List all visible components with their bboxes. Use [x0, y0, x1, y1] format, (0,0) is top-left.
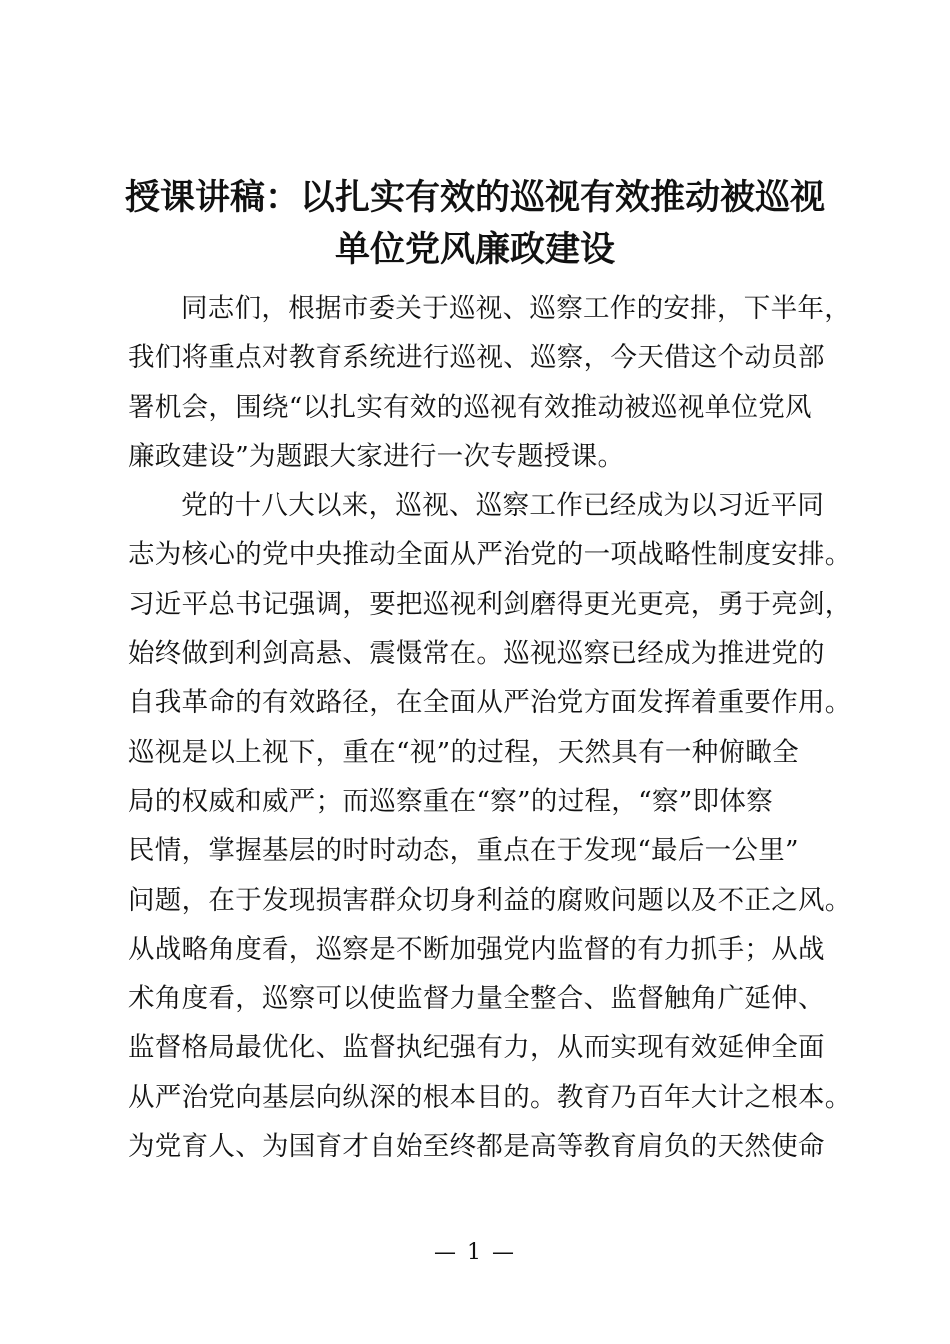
- text-line: 从严治党向基层向纵深的根本目的。教育乃百年大计之根本。: [128, 1081, 852, 1113]
- text-line: 党的十八大以来，巡视、巡察工作已经成为以习近平同: [181, 490, 825, 522]
- text-line: 术角度看，巡察可以使监督力量全整合、监督触角广延伸、: [128, 983, 825, 1015]
- text-line: 始终做到利剑高悬、震慑常在。巡视巡察已经成为推进党的: [128, 638, 825, 670]
- text-line: 同志们，根据市委关于巡视、巡察工作的安排，下半年，: [181, 293, 851, 324]
- text-line: 问题，在于发现损害群众切身利益的腐败问题以及不正之风。: [128, 884, 852, 916]
- document-title: [100, 172, 850, 276]
- text-line: 自我革命的有效路径，在全面从严治党方面发挥着重要作用。: [128, 687, 852, 719]
- paragraph-2: [128, 481, 852, 1171]
- paragraph-1: [128, 284, 851, 481]
- text-line: 从战略角度看，巡察是不断加强党内监督的有力抓手；从战: [128, 933, 825, 965]
- text-line: 廉政建设”为题跟大家进行一次专题授课。: [128, 440, 625, 472]
- document-body: [128, 284, 852, 1171]
- text-line: 巡视是以上视下，重在“视”的过程，天然具有一种俯瞰全: [128, 736, 799, 768]
- page-number: — 1 —: [434, 1240, 516, 1265]
- text-line: 为党育人、为国育才自始至终都是高等教育肩负的天然使命: [128, 1131, 825, 1163]
- text-line: 习近平总书记强调，要把巡视利剑磨得更光更亮，勇于亮剑，: [128, 588, 852, 620]
- text-line: 署机会，围绕“以扎实有效的巡视有效推动被巡视单位党风: [128, 391, 812, 423]
- text-line: 局的权威和威严；而巡察重在“察”的过程，“察”即体察: [128, 785, 773, 817]
- title-line-2: 单位党风廉政建设: [334, 229, 615, 270]
- text-line: 我们将重点对教育系统进行巡视、巡察，今天借这个动员部: [128, 342, 825, 374]
- text-line: 志为核心的党中央推动全面从严治党的一项战略性制度安排。: [128, 539, 852, 571]
- title-line-1: 授课讲稿：以扎实有效的巡视有效推动被巡视: [124, 177, 825, 218]
- text-line: 民情，掌握基层的时时动态，重点在于发现“最后一公里”: [128, 835, 799, 867]
- text-line: 监督格局最优化、监督执纪强有力，从而实现有效延伸全面: [128, 1032, 825, 1064]
